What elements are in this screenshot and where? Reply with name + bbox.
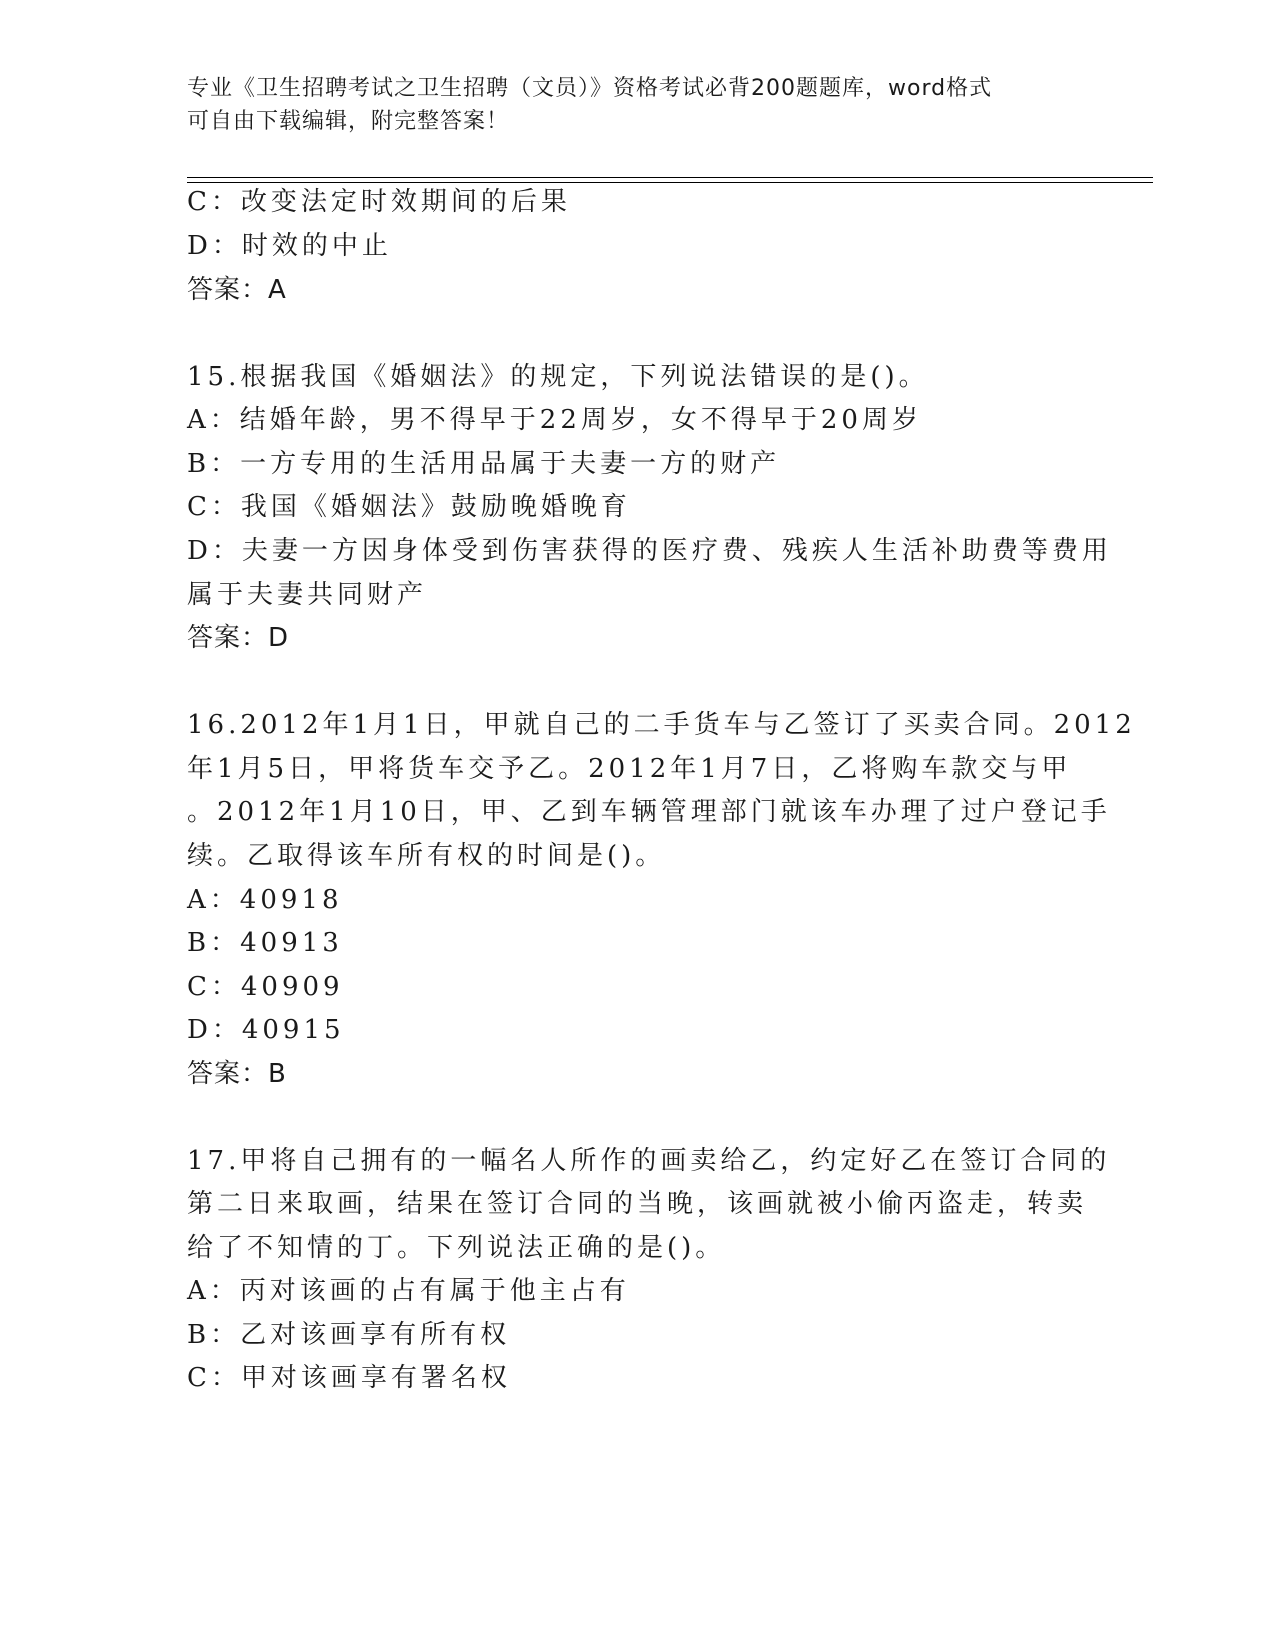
q15-option-d-line-2: 属于夫妻共同财产 [187, 580, 428, 610]
q16-option-d: D：40915 [187, 1015, 345, 1045]
q15-answer: 答案：D [187, 623, 290, 653]
q14-option-d: D：时效的中止 [187, 231, 392, 261]
q17-stem-line-2: 第二日来取画，结果在签订合同的当晚，该画就被小偷丙盗走，转卖 [187, 1189, 1088, 1219]
q14-answer: 答案：A [187, 275, 287, 305]
q16-stem-line-1: 16.2012年1月1日，甲就自己的二手货车与乙签订了买卖合同。2012 [187, 710, 1136, 740]
q17-stem-line-3: 给了不知情的丁。下列说法正确的是()。 [187, 1233, 726, 1263]
q17-option-a: A：丙对该画的占有属于他主占有 [187, 1276, 630, 1306]
q15-stem: 15.根据我国《婚姻法》的规定，下列说法错误的是()。 [187, 362, 929, 392]
q17-option-b: B：乙对该画享有所有权 [187, 1320, 511, 1350]
q16-option-c: C：40909 [187, 972, 344, 1002]
q16-stem-line-4: 续。乙取得该车所有权的时间是()。 [187, 841, 666, 871]
header-line-2: 可自由下载编辑，附完整答案！ [187, 109, 510, 134]
q16-option-a: A：40918 [187, 885, 343, 915]
q17-option-c: C：甲对该画享有署名权 [187, 1363, 511, 1393]
q15-option-c: C：我国《婚姻法》鼓励晚婚晚育 [187, 492, 631, 522]
q16-stem-line-2: 年1月5日，甲将货车交予乙。2012年1月7日，乙将购车款交与甲 [187, 754, 1072, 784]
q16-stem-line-3: 。2012年1月10日，甲、乙到车辆管理部门就该车办理了过户登记手 [187, 797, 1111, 827]
header-rule-bottom [187, 182, 1153, 183]
header-line-1: 专业《卫生招聘考试之卫生招聘（文员）》资格考试必背200题题库，word格式 [187, 76, 993, 101]
q15-option-a: A：结婚年龄，男不得早于22周岁，女不得早于20周岁 [187, 405, 922, 435]
q16-answer: 答案：B [187, 1059, 287, 1089]
q16-option-b: B：40913 [187, 928, 343, 958]
header-rule-top [187, 177, 1153, 178]
q17-stem-line-1: 17.甲将自己拥有的一幅名人所作的画卖给乙，约定好乙在签订合同的 [187, 1146, 1111, 1176]
q15-option-d-line-1: D：夫妻一方因身体受到伤害获得的医疗费、残疾人生活补助费等费用 [187, 536, 1112, 566]
q14-option-c: C：改变法定时效期间的后果 [187, 187, 571, 217]
document-header [187, 72, 1087, 138]
q15-option-b: B：一方专用的生活用品属于夫妻一方的财产 [187, 449, 781, 479]
